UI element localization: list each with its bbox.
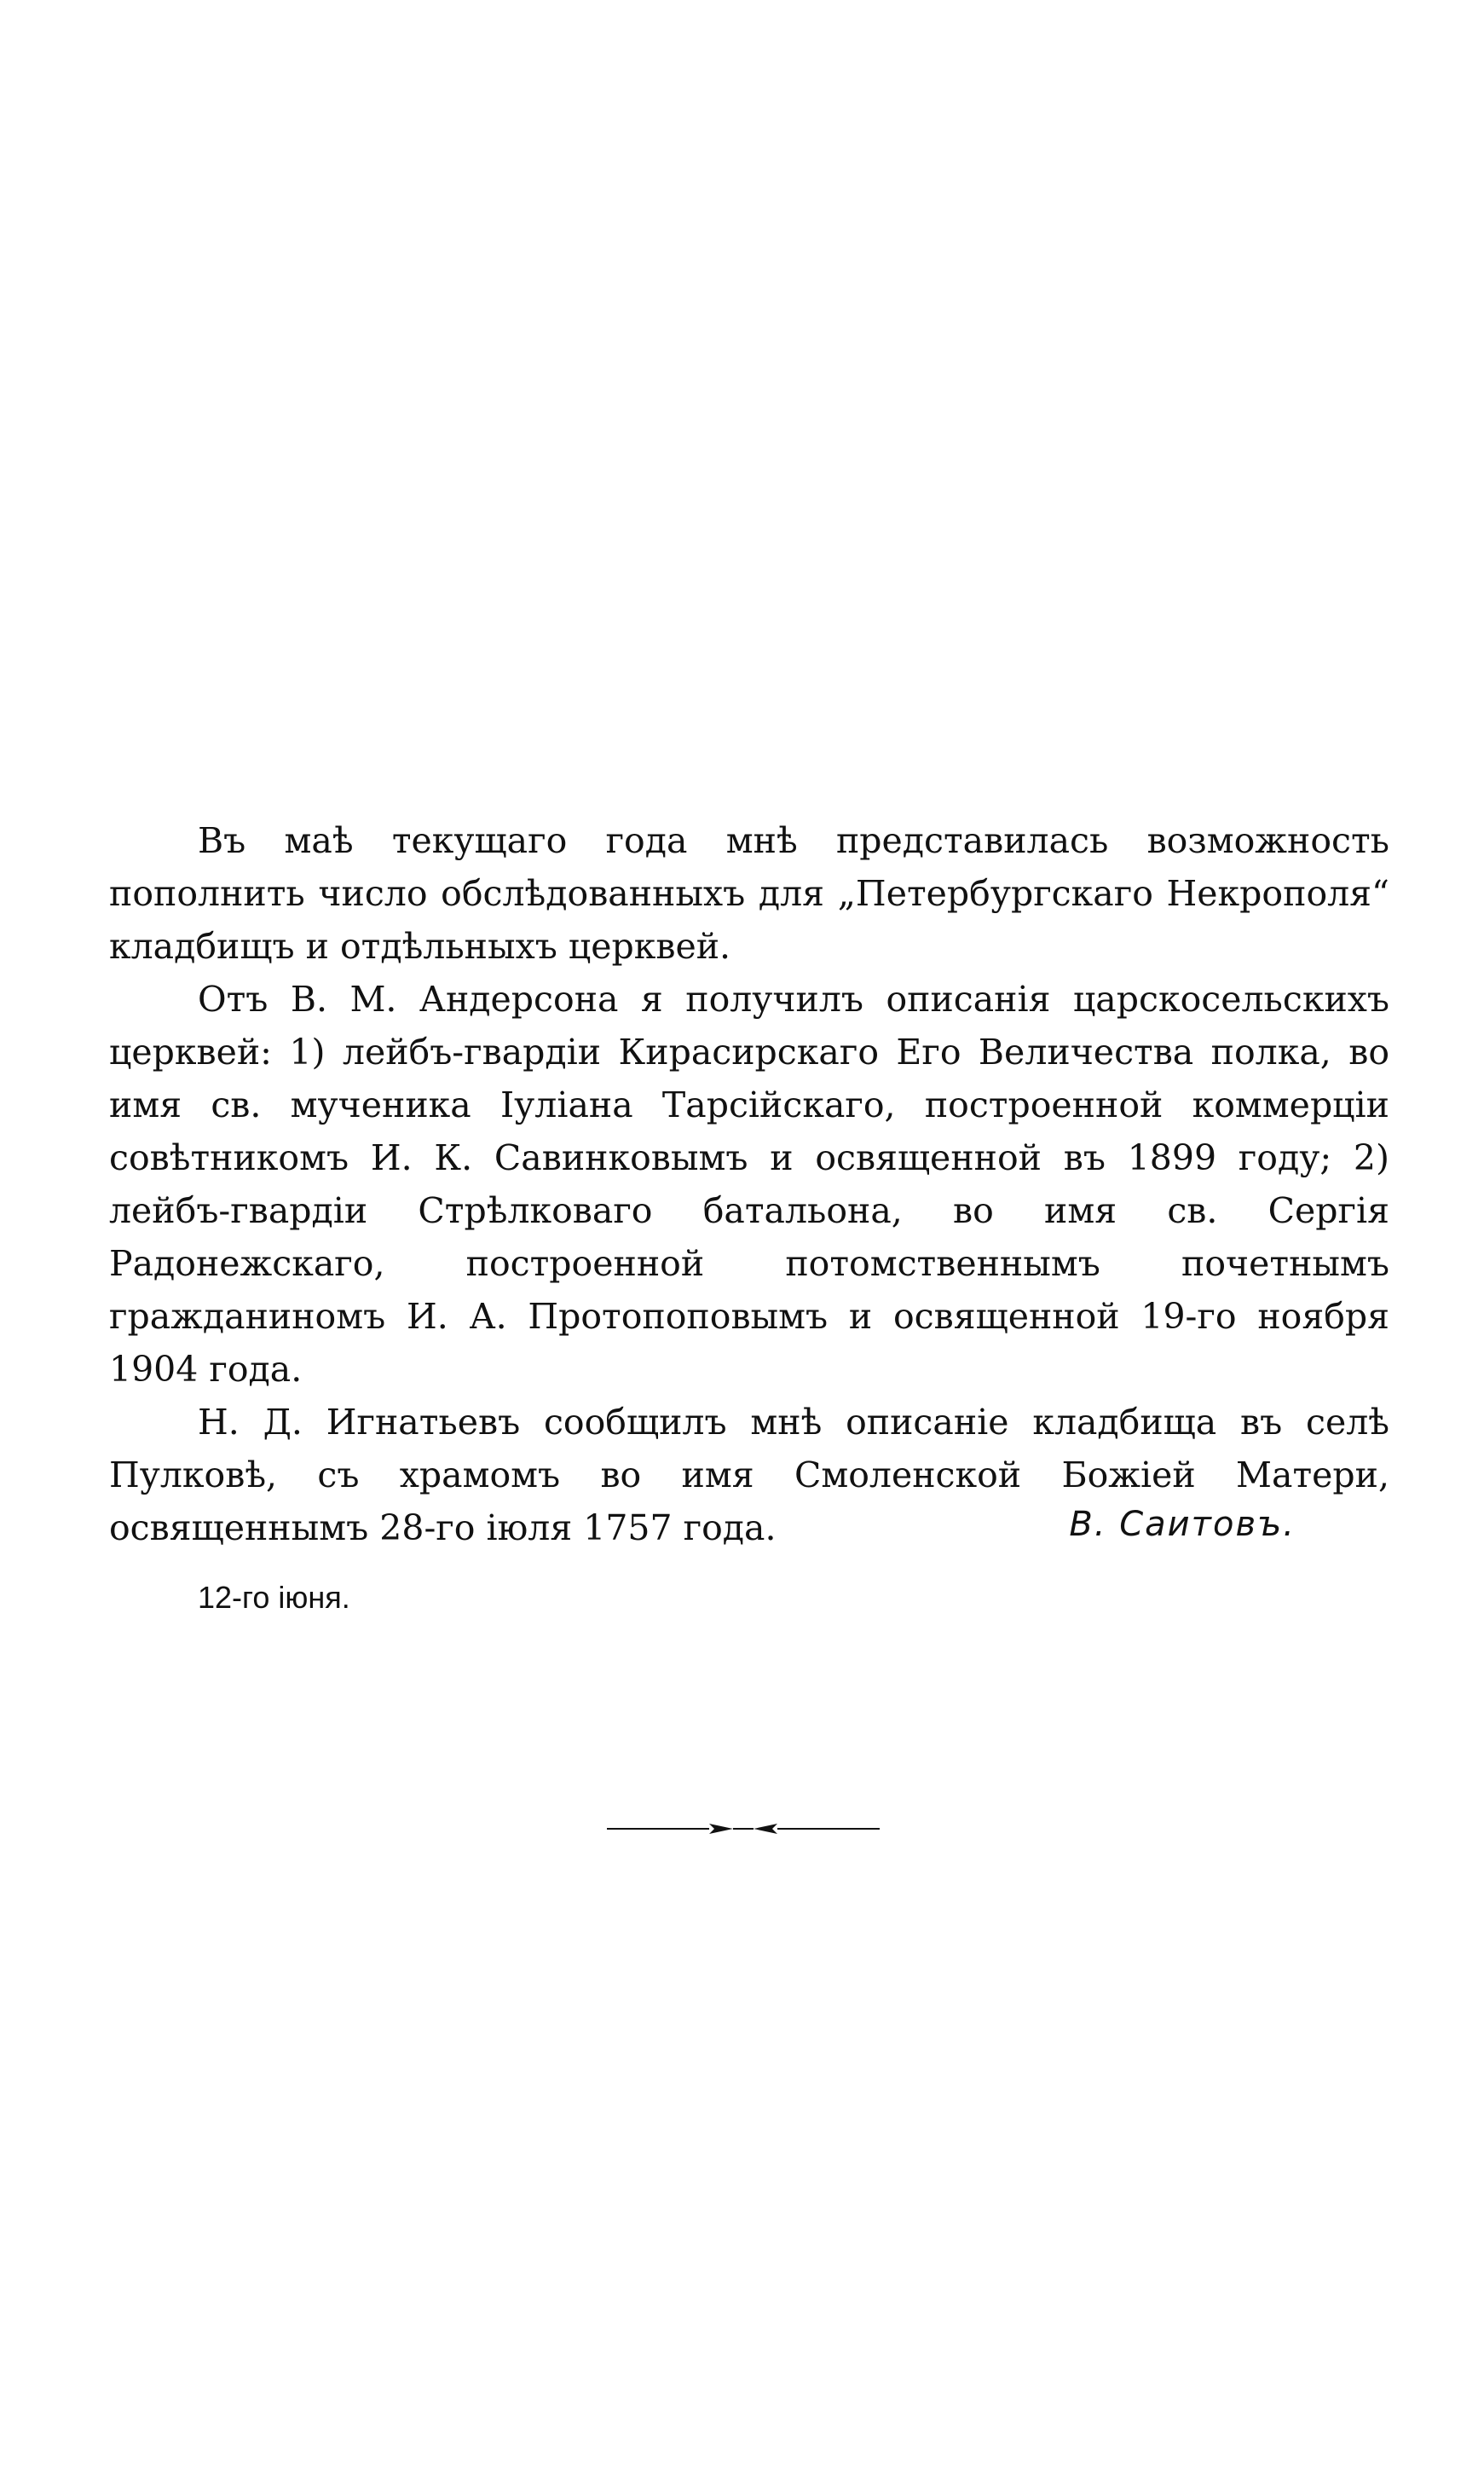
ornament-arrow-left — [709, 1824, 733, 1834]
ornament-arrow-right — [754, 1824, 777, 1834]
date-line: 12-го іюня. — [198, 1580, 350, 1615]
paragraph-2: Отъ В. М. Андерсона я получилъ описанія царскосельскихъ церквей: 1) лейбъ-гвардіи Кирасирскаго Его Величества полка, во имя св. мученика Іуліана Тарсійскаго, построенной коммерціи совѣтникомъ И. К. Савинковымъ и освященной въ 1899 году; 2) лейбъ-гвардіи Стрѣлковаго батальона, во имя св. Сергія Радонежскаго, построенной потомственнымъ почетнымъ гражданиномъ И. А. Протопоповымъ и освященной 19-го ноября 1904 года. — [109, 979, 1389, 1390]
main-text — [109, 814, 1389, 1554]
ornament-divider — [607, 1816, 880, 1842]
paragraph-3: Н. Д. Игнатьевъ сообщилъ мнѣ описаніе кладбища въ селѣ Пулковѣ, съ храмомъ во имя Смоленской Божіей Матери, освященнымъ 28-го іюля 1757 года. — [109, 1402, 1389, 1548]
paragraph-1: Въ маѣ текущаго года мнѣ представилась возможность пополнить число обслѣдованныхъ для „Петербургскаго Некрополя“ кладбищъ и отдѣльныхъ церквей. — [109, 820, 1389, 967]
signature: В. Саитовъ. — [1069, 1505, 1296, 1544]
